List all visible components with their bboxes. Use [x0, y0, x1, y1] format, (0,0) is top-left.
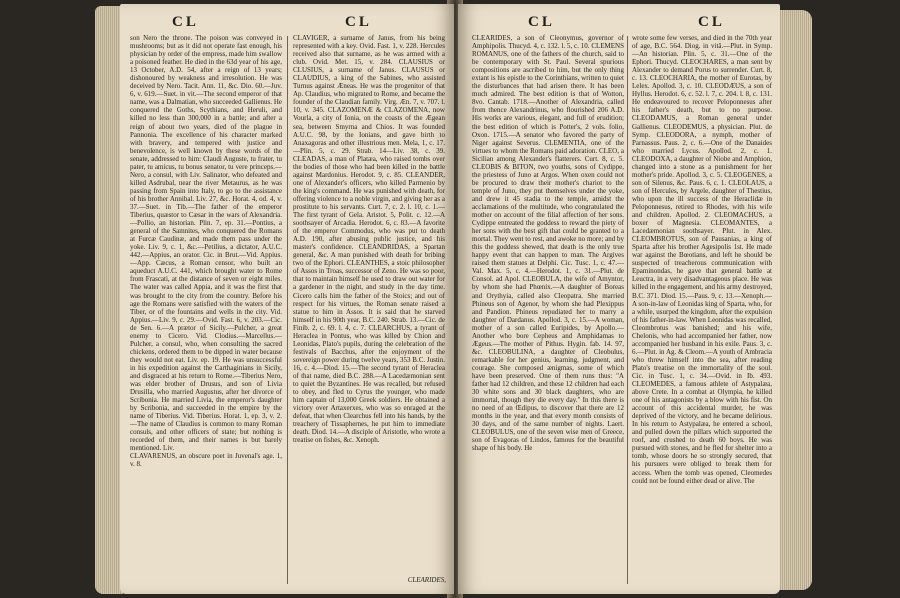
left-page-headline-right: CL — [345, 14, 372, 30]
left-page-headline-left: CL — [172, 14, 199, 30]
right-page-headline-right: CL — [698, 14, 725, 30]
right-page-column-1 — [472, 34, 624, 590]
right-page-column-2-text: wrote some few verses, and died in the 70th year of age, B.C. 564. Diog. in vitâ.—Plut. in Symp.—An historian. Plin. 5, c. 31.—One of the Ephori. Thucyd. CLEOCHARES, a man sent by Alexander to demand Porus to surrender. Curt. 8, c. 13. CLEOCHARIA, the mother of Eurotas, by Lelex. Apollod. 3, c. 10. CLEODÆUS, a son of Hyllus. Herodot. 6, c. 52. l. 7, c. 204. l. 8, c. 131. He endeavoured to recover Peloponnesus after his father's death, but to no purpose. CLEODAMUS, a Roman general under Gallienus. CLEODEMUS, a physician. Plut. de Symp. CLEODORA, a nymph, mother of Parnassus. Paus. 2, c. 6.—One of the Danaides who married Lycus. Apollod. 2, c. 1. CLEODOXA, a daughter of Niobe and Amphion, changed into a stone as a punishment for her mother's pride. Apollod. 3, c. 5. CLEOGENES, a son of Silenus, &c. Paus. 6, c. 1. CLEOLAUS, a son of Hercules, by Argele, daughter of Thestius, who upon the ill success of the Heraclidæ in Peloponnesus, retired to Rhodes, with his wife and children. Apollod. 2. CLEOMACHUS, a boxer of Magnesia. CLEOMANTES, a Lacedæmonian soothsayer. Plut. in Alex. CLEOMBROTUS, son of Pausanias, a king of Sparta after his brother Agesipolis 1st. He made war against the Bœotians, and left he should be suspected of treacherous communication with Epaminondas, he gave that general battle at Leuctra, in a very disadvantageous place. He was killed in the engagement, and his army destroyed, B.C. 371. Diod. 15.—Paus. 9, c. 13.—Xenoph.—A son-in-law of Leonidas king of Sparta, who, for a while, usurped the kingdom, after the expulsion of his father-in-law. When Leonidas was recalled, Cleombrotus was banished; and his wife, Chelonis, who had accompanied her father, now accompanied her husband in his exile. Paus. 3, c. 6.—Plut. in Ag. & Cleom.—A youth of Ambracia who threw himself into the sea, after reading Plato's treatise on the immortality of the soul. Cic. in Tusc. 1, c. 34.—Ovid. in Ib. 493. CLEOMEDES, a famous athlete of Astypalæa, above Crete. In a combat at Olympia, he killed one of his antagonists by a blow with his fist. On account of this accidental murder, he was deprived of the victory, and he became delirious. In his return to Astypalæa, he entered a school, and pulled down the pillars which supported the roof, and crushed to death 60 boys. He was pursued with stones, and he fled for shelter into a tomb, whose doors he so strongly secured, that his pursuers were obliged to break them for access. When the tomb was opened, Cleomedes could not be found either dead or alive. The — [632, 34, 772, 485]
right-page-column-2 — [632, 34, 772, 590]
left-page-catchword: CLEARIDES, — [407, 576, 446, 584]
left-page-column-2-text: CLAVIGER, a surname of Janus, from his being represented with a key. Ovid. Fast. 1, v. 228. Hercules received also that surname, as he was armed with a club. Ovid. Met. 15, v. 284. CLAUSIUS or CLUSIUS, a surname of Janus. CLAUSUS or CLAUDIUS, a king of the Sabines, who assisted Turnus against Æneas. He was the progenitor of that Ap. Claudius, who migrated to Rome, and became the founder of the Claudian family. Virg. Æn. 7, v. 707. l. 10, v. 345. CLAZOMENÆ & CLAZOMENA, now Vourla, a city of Ionia, on the coasts of the Ægean sea, between Smyrna and Chios. It was founded A.U.C. 98, by the Ionians, and gave birth to Anaxagoras and other illustrious men. Mela, 1, c. 17.—Plin. 5, c. 29. Strab. 14—Liv. 38, c. 39. CLEADAS, a man of Platæa, who raised tombs over the bodies of those who had been killed in the battle against Mardonius. Herodot. 9, c. 85. CLEANDER, one of Alexander's officers, who killed Parmenio by the king's command. He was punished with death, for offering violence to a noble virgin, and giving her as a prostitute to his servants. Curt. 7, c. 2. l. 10, c. 1.—The first tyrant of Gela. Aristot. 5, Polit. c. 12.—A soothsayer of Arcadia. Herodot. 6, c. 83.—A favorite of the emperor Commodus, who was put to death A.D. 190, after abusing public justice, and his master's confidence. CLEANDRIDAS, a Spartan general, &c. A man punished with death for bribing two of the Ephori. CLEANTHES, a stoic philosopher of Assos in Troas, successor of Zeno. He was so poor, that to maintain himself he used to draw out water for a gardener in the night, and study in the day time. Cicero calls him the father of the Stoics; and out of respect for his virtues, the Roman senate raised a statue to him in Assos. It is said that he starved himself in his 90th year, B.C. 240. Strab. 13.—Cic. de Finib. 2, c. 69. l. 4, c. 7. CLEARCHUS, a tyrant of Heraclea in Pontus, who was killed by Chion and Leonidas, Plato's pupils, during the celebration of the festivals of Bacchus, after the enjoyment of the sovereign power during twelve years, 353 B.C. Justin. 16, c. 4.—Diod. 15.—The second tyrant of Heraclea of that name, died B.C. 288.—A Lacedæmonian sent to quiet the Byzantines. He was recalled, but refused to obey, and fled to Cyrus the younger, who made him captain of 13,000 Greek soldiers. He obtained a victory over Artaxerxes, who was so enraged at the defeat, that when Clearchus fell into his hands, by the treachery of Tissaphernes, he put him to immediate death. Diod. 14.—A disciple of Aristotle, who wrote a treatise on fishes, &c. Xenoph. — [293, 34, 445, 445]
right-page-column-1-text: CLEARIDES, a son of Cleonymus, governor of Amphipolis. Thucyd. 4, c. 132. l. 5, c. 10. CLEMENS ROMANUS, one of the fathers of the church, said to be contemporary with St. Paul. Several spurious compositions are ascribed to him, but the only thing extant is his epistle to the Corinthians, written to quiet the disturbances that had arisen there. It has been much admired. The best edition is that of Wotton, 8vo. Cantab. 1718.—Another of Alexandria, called from thence Alexandrinus, who flourished 206 A.D. His works are various, elegant, and full of erudition; the best edition of which is Potter's, 2 vols. folio, Oxon. 1715.—A senator who favored the party of Niger against Severus. CLEMENTIA, one of the virtues to whom the Romans paid adoration. CLEO, a Sicilian among Alexander's flatterers. Curt. 8, c. 5. CLEOBIS & BITON, two youths, sons of Cydippe, the priestess of Juno at Argos. When oxen could not be procured to draw their mother's chariot to the temple of Juno, they put themselves under the yoke, and drew it 45 stadia to the temple, amidst the acclamations of the multitude, who congratulated the mother on account of the filial affection of her sons. Cydippe entreated the goddess to reward the piety of her sons with the best gift that could be granted to a mortal. They went to rest, and awoke no more; and by this the goddess shewed, that death is the only true happy event that can happen to man. The Argives raised them statues at Delphi. Cic. Tusc. 1, c. 47.—Val. Max. 5, c. 4.—Herodot. 1, c. 31.—Plut. de Consol. ad Apol. CLEOBULA, the wife of Amyntor, by whom she had Phœnix.—A daughter of Boreas and Orythyia, called also Cleopatra. She married Phineus son of Agenor, by whom she had Plexippus and Pandion. Phineus repudiated her to marry a daughter of Dardanus. Apollod. 3, c. 15.—A woman, mother of a son called Euripides, by Apollo.—Another who bore Cepheus and Amphidamas to Ægeus.—The mother of Pithus. Hygin. fab. 14. 97, &c. CLEOBULINA, a daughter of Cleobulus, remarkable for her genius, learning, judgment, and courage. She composed ænigmas, some of which have been preserved. One of them runs thus: "A father had 12 children, and these 12 children had each 30 white sons and 30 black daughters, who are immortal, though they die every day." In this there is no need of an Œdipus, to discover that there are 12 months in the year, and that every month consists of 30 days, and of the same number of nights. Laert. CLEOBULUS, one of the seven wise men of Greece, son of Evagoras of Lindos, famous for the beautiful shape of his body. He — [472, 34, 624, 453]
right-page-headline-left: CL — [528, 14, 555, 30]
left-page — [120, 4, 454, 594]
right-page — [458, 4, 780, 594]
left-page-column-1 — [130, 34, 282, 590]
left-page-column-1-tail: CLAVARENUS, an obscure poet in Juvenal's age. 1, v. 8. — [130, 452, 282, 469]
book-page-edges-right — [778, 10, 812, 590]
left-page-column-2 — [293, 34, 445, 590]
book-page-edges-left — [95, 6, 123, 594]
left-page-column-rule — [287, 36, 288, 584]
left-page-column-1-text: son Nero the throne. The poison was conveyed in mushrooms; but as it did not operate fast enough, his physician by order of the empress, made him swallow a poisoned feather. He died in the 63d year of his age, 13 October, A.D. 54, after a reign of 13 years; dishonoured by weakness and irresolution. He was deceived by Nero. Tacit. Ann. 11, &c. Dio. 60.—Juv. 6, v. 619.—Suet. in vit.—The second emperor of that name, was a Dalmatian, who succeeded Gallienus. He conquered the Goths, Scythians, and Heruli, and killed no less than 300,000 in a battle; and after a reign of about two years, died of the plague in Pannonia. The excellence of his character marked with bravery, and tempered with justice and benevolence, is well known by these words of the senate, addressed to him: Claudi Auguste, tu frater, tu pater, tu amicus, tu bonus senator, tu vere princeps.—Nero, a consul, with Liv. Salinator, who defeated and killed Asdrubal, near the river Metaurus, as he was passing from Spain into Italy, to go to the assistance of his brother Annibal. Liv. 27, &c. Horat. 4, od. 4, v. 37.—Suet. in Tib.—The father of the emperor Tiberius, quæstor to Cæsar in the wars of Alexandria.—Pollio, an historian. Plin. 7, ep. 31.—Pontius, a general of the Samnites, who conquered the Romans at Furcæ Caudinæ, and made them pass under the yoke. Liv. 9, c. 1, &c.—Petilius, a dictator, A.U.C. 442.—Appius, an orator. Cic. in Brut.—Vid. Appius.—App. Cæcus, a Roman censor, who built an aqueduct A.U.C. 441, which brought water to Rome from Frascati, at the distance of seven or eight miles. The water was called Appia, and it was the first that was brought to the city from the country. Before his age the Romans were satisfied with the waters of the Tiber, or of the fountains and wells in the city. Vid. Appius.—Liv. 9, c. 29.—Ovid. Fast. 6, v. 203.—Cic. de Sen. 6.—A prætor of Sicily.—Pulcher, a great enemy to Cicero. Vid. Clodius.—Marcellus.—Pulcher, a consul, who, when consulting the sacred chickens, ordered them to be dipped in water because they would not eat. Liv. ep. 19. He was unsuccessful in his expedition against the Carthaginians in Sicily, and disgraced at his return to Rome.—Tiberius Nero, was elder brother of Drusus, and son of Livia Drusilla, who married Augustus, after her divorce of Scribonia. He married Livia, the emperor's daughter by Scribonia, and succeeded in the empire by the name of Tiberius. Vid. Tiberius. Horat. 1, ep. 3, v. 2.—The name of Claudius is common to many Roman consuls, and other officers of state; but nothing is recorded of them, and their names is but barely mentioned. Liv. — [130, 34, 282, 453]
right-page-column-rule — [627, 36, 628, 584]
